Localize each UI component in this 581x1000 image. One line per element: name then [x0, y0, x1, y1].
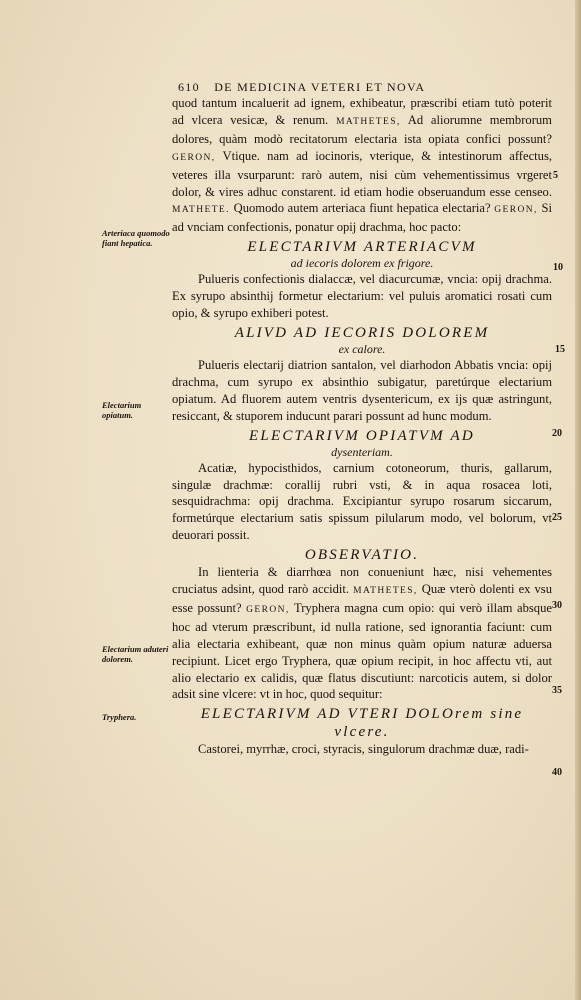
line-number: 35 — [552, 685, 562, 696]
text-segment: quod tantum incaluerit ad ignem, exhibeatur, præscribi etiam tutò poterit ad vlcera vesicæ, & renum. — [172, 96, 552, 127]
paragraph-5 — [172, 564, 552, 703]
recipe-title: ELECTARIVM ARTERIACVM — [247, 239, 477, 256]
page-edge — [575, 0, 581, 1000]
section-title: OBSERVATIO. — [304, 547, 420, 564]
text-segment: Vtique. nam ad iocinoris, vterique, & intestinorum affectus, veteres illa vsurparunt: rarò autem, nisi cùm vehementissimus vrgeret dolor, & vires adhuc constarent. id etiam hodie obseruandum esse censeo. — [172, 148, 553, 199]
margin-note: Electarium opiatum. — [102, 400, 142, 420]
text-segment: Quæ vterò dolenti ex vsu esse possunt? — [172, 582, 553, 615]
line-number: 20 — [552, 428, 562, 439]
line-number: 40 — [552, 767, 562, 778]
margin-note: Tryphera. — [102, 712, 137, 722]
paragraph-3: Pulueris electarij diatrion santalon, vel diarhodon Abbatis vncia: opij drachma, cum syrupo ex absinthio subigatur, paretúrque electarium opiatum. Ad fluorem autem ventris dysentericum, ex ijs quæ astringunt, resiccant, & stuporem inducunt parari possunt ad hunc modum. — [172, 357, 552, 423]
text-segment: Si ad vnciam confectionis, ponatur opij drachma, hoc pacto: — [172, 201, 552, 235]
running-header — [178, 80, 498, 95]
margin-note: Electarium aduteri dolorem. — [102, 644, 169, 664]
line-number: 30 — [552, 600, 562, 611]
paragraph-1 — [172, 95, 552, 236]
margin-note: Arteriaca quomodo fiant hepatica. — [102, 228, 170, 248]
speaker-geron: GERON, — [172, 152, 216, 163]
text-segment: Quomodo autem arteriaca fiunt hepatica electaria? — [233, 201, 491, 216]
recipe-subtitle: ad iecoris dolorem ex frigore. — [290, 256, 434, 271]
running-title: DE MEDICINA VETERI ET NOVA — [214, 80, 426, 94]
line-number: 5 — [553, 170, 558, 181]
paragraph-6: Castorei, myrrhæ, croci, styracis, singulorum drachmæ duæ, radi- — [198, 742, 529, 757]
text-segment: Tryphera magna cum opio: qui verò illam absque hoc ad vterum præscribunt, id nulla ratione, sed ignorantia faciunt: cum alia electaria exhibeant, quæ non minus quàm opium naturæ aduersa recipiunt. Licet ergo Tryphera, quæ opium recipit, in hoc affectu vti, aut alio electario ex calidis, quæ flatus discutiunt: narcoticis autem, si dolor adsit sine vlcere: vt in hoc, quod sequitur: — [172, 600, 552, 702]
speaker-geron: GERON, — [246, 604, 290, 615]
line-number: 15 — [555, 344, 565, 355]
speaker-geron: GERON, — [494, 205, 538, 216]
recipe-subtitle: ex calore. — [338, 341, 386, 356]
recipe-title: ELECTARIVM AD VTERI DOLOrem sine vlcere. — [200, 706, 524, 741]
speaker-mathetes: MATHETES, — [336, 116, 401, 127]
text-segment: Ad aliorumne membrorum dolores, quàm modò recitatorum electaria ista opiata confici possunt? — [172, 112, 552, 146]
text-segment: In lienteria & diarrhœa non conueniunt hæc, nisi vehementes cruciatus adsint, quod rarò accidit. — [172, 565, 552, 597]
page-number: 610 — [178, 80, 200, 94]
line-number: 10 — [553, 262, 563, 273]
main-text — [172, 95, 552, 758]
recipe-subtitle: dysenteriam. — [331, 444, 393, 459]
speaker-mathetes: MATHETES, — [353, 586, 418, 597]
recipe-title: ELECTARIVM OPIATVM AD — [249, 427, 475, 444]
paragraph-2: Pulueris confectionis dialaccæ, vel diacurcumæ, vncia: opij drachma. Ex syrupo absinthij formetur electarium: vel puluis aromatici rosati cum opio, & syrupo exhiberi potest. — [172, 272, 552, 321]
recipe-title: ALIVD AD IECORIS DOLOREM — [234, 324, 490, 341]
paragraph-4: Acatiæ, hypocisthidos, carnium cotoneorum, thuris, gallarum, singulæ drachmæ: corallij rubri vsti, & in aqua rosacea loti, sesquidrachma: opij drachma. Excipiantur syrupo rosarum siccarum, formetúrque electarium satis spissum pilularum modo, vel bolorum, vt deuorari possit. — [172, 460, 552, 543]
speaker-mathetes: MATHETE. — [172, 205, 230, 216]
line-number: 25 — [552, 512, 562, 523]
